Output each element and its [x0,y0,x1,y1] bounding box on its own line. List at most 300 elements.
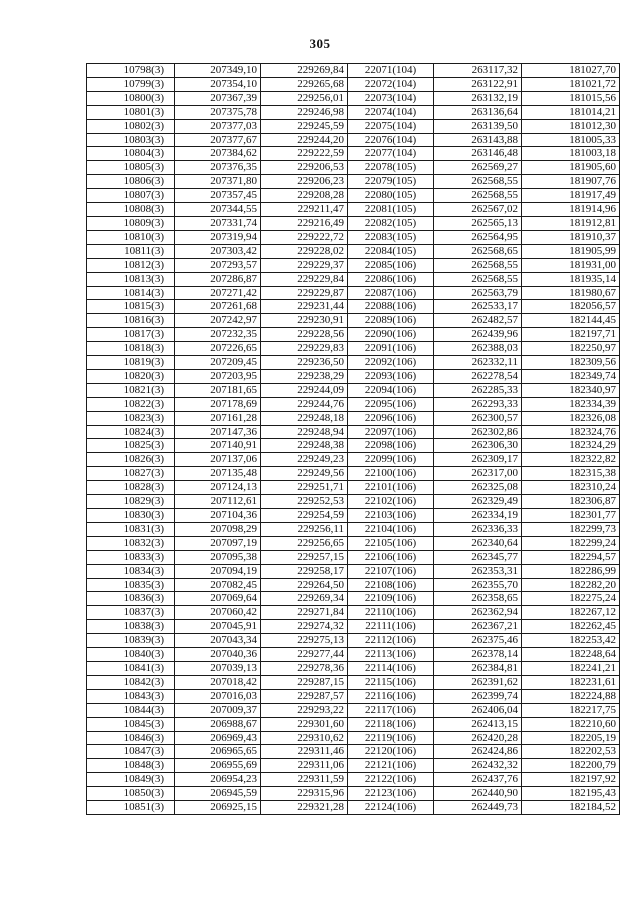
cell-point-id: 10833(3) [87,550,175,564]
cell-x-coordinate-b: 262336,33 [434,522,522,536]
cell-x-coordinate-b: 262563,79 [434,286,522,300]
cell-point-id: 10846(3) [87,731,175,745]
cell-point-id: 10829(3) [87,495,175,509]
cell-y-coordinate-b: 182200,79 [522,759,620,773]
cell-point-id-b: 22116(106) [348,689,434,703]
cell-point-id-b: 22090(106) [348,328,434,342]
cell-x-coordinate-a: 206988,67 [175,717,261,731]
cell-point-id: 10819(3) [87,356,175,370]
table-row [87,286,620,300]
table-row [87,453,620,467]
cell-y-coordinate-a: 229236,50 [261,356,348,370]
table-row [87,536,620,550]
cell-point-id-b: 22081(105) [348,203,434,217]
cell-x-coordinate-a: 207043,34 [175,634,261,648]
cell-x-coordinate-a: 207095,38 [175,550,261,564]
cell-x-coordinate-a: 207094,19 [175,564,261,578]
cell-y-coordinate-b: 182299,24 [522,536,620,550]
cell-y-coordinate-b: 181021,72 [522,77,620,91]
cell-y-coordinate-b: 181905,60 [522,161,620,175]
cell-y-coordinate-a: 229208,28 [261,189,348,203]
cell-x-coordinate-a: 207137,06 [175,453,261,467]
cell-y-coordinate-a: 229310,62 [261,731,348,745]
cell-x-coordinate-b: 262367,21 [434,620,522,634]
table-row [87,314,620,328]
cell-y-coordinate-b: 182197,92 [522,773,620,787]
cell-x-coordinate-a: 207226,65 [175,342,261,356]
table-row [87,578,620,592]
table-row [87,592,620,606]
cell-point-id: 10799(3) [87,77,175,91]
cell-point-id-b: 22115(106) [348,675,434,689]
table-row [87,272,620,286]
cell-y-coordinate-b: 182349,74 [522,369,620,383]
cell-y-coordinate-a: 229248,38 [261,439,348,453]
cell-y-coordinate-b: 182315,38 [522,467,620,481]
cell-x-coordinate-a: 207140,91 [175,439,261,453]
cell-x-coordinate-b: 263136,64 [434,105,522,119]
cell-x-coordinate-b: 262568,55 [434,175,522,189]
cell-y-coordinate-a: 229265,68 [261,77,348,91]
cell-x-coordinate-a: 207232,35 [175,328,261,342]
cell-point-id-b: 22117(106) [348,703,434,717]
table-row [87,634,620,648]
cell-x-coordinate-b: 262358,65 [434,592,522,606]
cell-y-coordinate-a: 229229,83 [261,342,348,356]
cell-y-coordinate-b: 182275,24 [522,592,620,606]
cell-y-coordinate-b: 182231,61 [522,675,620,689]
cell-x-coordinate-a: 207349,10 [175,64,261,78]
cell-y-coordinate-a: 229249,23 [261,453,348,467]
cell-x-coordinate-b: 263146,48 [434,147,522,161]
cell-point-id-b: 22107(106) [348,564,434,578]
table-row [87,773,620,787]
cell-y-coordinate-b: 182324,29 [522,439,620,453]
cell-point-id-b: 22080(105) [348,189,434,203]
table-row [87,509,620,523]
cell-y-coordinate-a: 229311,06 [261,759,348,773]
cell-y-coordinate-b: 181015,56 [522,91,620,105]
cell-point-id-b: 22104(106) [348,522,434,536]
cell-y-coordinate-a: 229249,56 [261,467,348,481]
cell-point-id-b: 22101(106) [348,481,434,495]
cell-point-id-b: 22088(106) [348,300,434,314]
cell-y-coordinate-a: 229301,60 [261,717,348,731]
table-row [87,216,620,230]
cell-point-id-b: 22102(106) [348,495,434,509]
cell-point-id: 10834(3) [87,564,175,578]
table-row [87,369,620,383]
table-row [87,661,620,675]
cell-point-id-b: 22099(106) [348,453,434,467]
table-row [87,675,620,689]
cell-point-id-b: 22114(106) [348,661,434,675]
cell-point-id: 10800(3) [87,91,175,105]
cell-point-id-b: 22079(105) [348,175,434,189]
cell-point-id: 10841(3) [87,661,175,675]
cell-point-id-b: 22096(106) [348,411,434,425]
cell-x-coordinate-a: 207367,39 [175,91,261,105]
cell-point-id-b: 22086(106) [348,272,434,286]
cell-x-coordinate-a: 207319,94 [175,230,261,244]
table-row [87,522,620,536]
cell-y-coordinate-a: 229277,44 [261,648,348,662]
cell-x-coordinate-b: 262482,57 [434,314,522,328]
cell-y-coordinate-b: 182286,99 [522,564,620,578]
cell-y-coordinate-a: 229248,18 [261,411,348,425]
table-row [87,425,620,439]
cell-point-id-b: 22084(105) [348,244,434,258]
cell-point-id-b: 22120(106) [348,745,434,759]
cell-point-id: 10849(3) [87,773,175,787]
cell-point-id-b: 22085(106) [348,258,434,272]
cell-x-coordinate-a: 207261,68 [175,300,261,314]
cell-point-id: 10798(3) [87,64,175,78]
cell-x-coordinate-a: 207147,36 [175,425,261,439]
cell-x-coordinate-a: 207377,67 [175,133,261,147]
cell-point-id-b: 22075(104) [348,119,434,133]
cell-point-id-b: 22083(105) [348,230,434,244]
cell-x-coordinate-a: 207039,13 [175,661,261,675]
cell-y-coordinate-b: 181014,21 [522,105,620,119]
cell-x-coordinate-a: 207161,28 [175,411,261,425]
cell-x-coordinate-b: 262329,49 [434,495,522,509]
cell-y-coordinate-a: 229311,46 [261,745,348,759]
cell-x-coordinate-b: 262569,27 [434,161,522,175]
cell-y-coordinate-b: 182262,45 [522,620,620,634]
cell-y-coordinate-b: 181914,96 [522,203,620,217]
table-row [87,717,620,731]
cell-y-coordinate-a: 229230,91 [261,314,348,328]
cell-point-id-b: 22076(104) [348,133,434,147]
cell-point-id: 10845(3) [87,717,175,731]
cell-y-coordinate-b: 182241,21 [522,661,620,675]
cell-x-coordinate-a: 207271,42 [175,286,261,300]
cell-point-id-b: 22111(106) [348,620,434,634]
cell-y-coordinate-a: 229293,22 [261,703,348,717]
cell-y-coordinate-b: 182253,42 [522,634,620,648]
cell-y-coordinate-b: 181905,99 [522,244,620,258]
cell-x-coordinate-b: 262325,08 [434,481,522,495]
cell-y-coordinate-b: 182306,87 [522,495,620,509]
cell-point-id: 10844(3) [87,703,175,717]
cell-y-coordinate-a: 229222,59 [261,147,348,161]
cell-point-id-b: 22094(106) [348,383,434,397]
cell-y-coordinate-a: 229275,13 [261,634,348,648]
cell-point-id-b: 22077(104) [348,147,434,161]
cell-x-coordinate-a: 206955,69 [175,759,261,773]
cell-y-coordinate-a: 229228,56 [261,328,348,342]
table-row [87,731,620,745]
cell-x-coordinate-b: 262302,86 [434,425,522,439]
cell-x-coordinate-b: 262300,57 [434,411,522,425]
cell-point-id: 10826(3) [87,453,175,467]
cell-x-coordinate-b: 262378,14 [434,648,522,662]
cell-x-coordinate-b: 262353,31 [434,564,522,578]
cell-y-coordinate-b: 182334,39 [522,397,620,411]
cell-point-id-b: 22122(106) [348,773,434,787]
table-row [87,64,620,78]
table-row [87,230,620,244]
cell-x-coordinate-b: 262424,86 [434,745,522,759]
cell-x-coordinate-a: 207018,42 [175,675,261,689]
cell-point-id-b: 22097(106) [348,425,434,439]
cell-x-coordinate-b: 262278,54 [434,369,522,383]
cell-point-id: 10816(3) [87,314,175,328]
cell-point-id-b: 22082(105) [348,216,434,230]
cell-x-coordinate-b: 263117,32 [434,64,522,78]
cell-y-coordinate-b: 182250,97 [522,342,620,356]
cell-x-coordinate-a: 207045,91 [175,620,261,634]
cell-point-id: 10804(3) [87,147,175,161]
cell-y-coordinate-a: 229269,34 [261,592,348,606]
table-row [87,481,620,495]
cell-x-coordinate-b: 262568,55 [434,189,522,203]
cell-x-coordinate-a: 207203,95 [175,369,261,383]
cell-x-coordinate-b: 262388,03 [434,342,522,356]
table-row [87,411,620,425]
cell-point-id-b: 22105(106) [348,536,434,550]
cell-point-id-b: 22074(104) [348,105,434,119]
cell-y-coordinate-a: 229222,72 [261,230,348,244]
cell-x-coordinate-a: 207384,62 [175,147,261,161]
cell-point-id: 10801(3) [87,105,175,119]
table-row [87,119,620,133]
cell-y-coordinate-a: 229228,02 [261,244,348,258]
table-row [87,648,620,662]
cell-x-coordinate-b: 262340,64 [434,536,522,550]
cell-x-coordinate-a: 207112,61 [175,495,261,509]
cell-x-coordinate-b: 262449,73 [434,801,522,815]
cell-point-id: 10812(3) [87,258,175,272]
cell-y-coordinate-a: 229256,11 [261,522,348,536]
cell-y-coordinate-b: 182309,56 [522,356,620,370]
cell-point-id: 10805(3) [87,161,175,175]
cell-y-coordinate-b: 182324,76 [522,425,620,439]
cell-y-coordinate-b: 182282,20 [522,578,620,592]
cell-x-coordinate-a: 207303,42 [175,244,261,258]
cell-y-coordinate-b: 182056,57 [522,300,620,314]
cell-y-coordinate-a: 229238,29 [261,369,348,383]
cell-y-coordinate-b: 182205,19 [522,731,620,745]
cell-point-id-b: 22093(106) [348,369,434,383]
cell-point-id: 10821(3) [87,383,175,397]
table-row [87,342,620,356]
cell-y-coordinate-b: 182340,97 [522,383,620,397]
cell-point-id: 10837(3) [87,606,175,620]
table-row [87,787,620,801]
cell-point-id-b: 22092(106) [348,356,434,370]
cell-x-coordinate-b: 262567,02 [434,203,522,217]
cell-point-id-b: 22100(106) [348,467,434,481]
cell-point-id: 10830(3) [87,509,175,523]
cell-y-coordinate-b: 182195,43 [522,787,620,801]
cell-x-coordinate-a: 207286,87 [175,272,261,286]
cell-y-coordinate-b: 182202,53 [522,745,620,759]
cell-point-id-b: 22118(106) [348,717,434,731]
cell-point-id-b: 22110(106) [348,606,434,620]
cell-x-coordinate-b: 262437,76 [434,773,522,787]
cell-x-coordinate-a: 206925,15 [175,801,261,815]
cell-point-id: 10809(3) [87,216,175,230]
cell-x-coordinate-a: 207181,65 [175,383,261,397]
cell-x-coordinate-b: 262564,95 [434,230,522,244]
cell-point-id-b: 22113(106) [348,648,434,662]
cell-point-id: 10838(3) [87,620,175,634]
cell-x-coordinate-b: 262285,33 [434,383,522,397]
cell-point-id: 10832(3) [87,536,175,550]
cell-point-id: 10847(3) [87,745,175,759]
cell-y-coordinate-b: 182301,77 [522,509,620,523]
table-row [87,91,620,105]
cell-y-coordinate-b: 182267,12 [522,606,620,620]
cell-point-id: 10817(3) [87,328,175,342]
cell-x-coordinate-b: 262568,55 [434,258,522,272]
cell-x-coordinate-b: 262384,81 [434,661,522,675]
cell-x-coordinate-a: 207331,74 [175,216,261,230]
cell-point-id: 10835(3) [87,578,175,592]
table-row [87,801,620,815]
cell-point-id-b: 22108(106) [348,578,434,592]
cell-point-id: 10806(3) [87,175,175,189]
cell-y-coordinate-b: 182248,64 [522,648,620,662]
cell-y-coordinate-b: 181935,14 [522,272,620,286]
cell-x-coordinate-a: 207040,36 [175,648,261,662]
cell-y-coordinate-a: 229264,50 [261,578,348,592]
cell-y-coordinate-a: 229254,59 [261,509,348,523]
cell-y-coordinate-a: 229258,17 [261,564,348,578]
cell-x-coordinate-b: 262565,13 [434,216,522,230]
table-row [87,620,620,634]
table-row [87,161,620,175]
cell-point-id: 10827(3) [87,467,175,481]
cell-point-id-b: 22103(106) [348,509,434,523]
cell-point-id-b: 22124(106) [348,801,434,815]
cell-point-id-b: 22091(106) [348,342,434,356]
cell-y-coordinate-a: 229278,36 [261,661,348,675]
cell-x-coordinate-b: 262317,00 [434,467,522,481]
cell-y-coordinate-b: 181012,30 [522,119,620,133]
cell-point-id-b: 22078(105) [348,161,434,175]
cell-x-coordinate-a: 207135,48 [175,467,261,481]
cell-point-id-b: 22109(106) [348,592,434,606]
cell-y-coordinate-b: 182217,75 [522,703,620,717]
cell-y-coordinate-b: 182210,60 [522,717,620,731]
cell-y-coordinate-a: 229206,23 [261,175,348,189]
cell-x-coordinate-b: 262413,15 [434,717,522,731]
cell-y-coordinate-a: 229206,53 [261,161,348,175]
table-row [87,703,620,717]
cell-point-id: 10822(3) [87,397,175,411]
table-row [87,564,620,578]
table-row [87,77,620,91]
cell-y-coordinate-b: 182326,08 [522,411,620,425]
table-row [87,147,620,161]
cell-y-coordinate-a: 229246,98 [261,105,348,119]
cell-x-coordinate-a: 207293,57 [175,258,261,272]
cell-point-id: 10840(3) [87,648,175,662]
cell-x-coordinate-b: 262362,94 [434,606,522,620]
cell-x-coordinate-a: 207344,55 [175,203,261,217]
cell-x-coordinate-a: 207209,45 [175,356,261,370]
cell-x-coordinate-b: 262439,96 [434,328,522,342]
cell-x-coordinate-b: 262432,32 [434,759,522,773]
cell-point-id: 10810(3) [87,230,175,244]
cell-point-id-b: 22089(106) [348,314,434,328]
cell-point-id-b: 22119(106) [348,731,434,745]
cell-point-id-b: 22072(104) [348,77,434,91]
cell-y-coordinate-a: 229287,57 [261,689,348,703]
cell-y-coordinate-b: 182294,57 [522,550,620,564]
cell-y-coordinate-b: 181980,67 [522,286,620,300]
cell-y-coordinate-a: 229229,87 [261,286,348,300]
cell-y-coordinate-b: 181005,33 [522,133,620,147]
cell-point-id-b: 22123(106) [348,787,434,801]
cell-point-id: 10836(3) [87,592,175,606]
cell-x-coordinate-b: 263143,88 [434,133,522,147]
cell-y-coordinate-a: 229321,28 [261,801,348,815]
cell-point-id-b: 22106(106) [348,550,434,564]
table-row [87,356,620,370]
coordinates-table-body [87,64,620,815]
table-row [87,328,620,342]
cell-y-coordinate-a: 229248,94 [261,425,348,439]
table-row [87,244,620,258]
cell-y-coordinate-a: 229229,37 [261,258,348,272]
cell-x-coordinate-b: 262568,55 [434,272,522,286]
cell-x-coordinate-b: 262399,74 [434,689,522,703]
cell-x-coordinate-b: 263139,50 [434,119,522,133]
cell-y-coordinate-a: 229245,59 [261,119,348,133]
cell-x-coordinate-a: 207104,36 [175,509,261,523]
cell-y-coordinate-a: 229229,84 [261,272,348,286]
cell-point-id: 10828(3) [87,481,175,495]
cell-point-id: 10808(3) [87,203,175,217]
cell-y-coordinate-b: 181910,37 [522,230,620,244]
cell-point-id: 10823(3) [87,411,175,425]
cell-y-coordinate-b: 182144,45 [522,314,620,328]
cell-y-coordinate-a: 229252,53 [261,495,348,509]
cell-x-coordinate-a: 207376,35 [175,161,261,175]
cell-x-coordinate-b: 263132,19 [434,91,522,105]
cell-y-coordinate-a: 229231,44 [261,300,348,314]
cell-x-coordinate-b: 262406,04 [434,703,522,717]
cell-point-id: 10831(3) [87,522,175,536]
cell-y-coordinate-a: 229269,84 [261,64,348,78]
cell-y-coordinate-b: 181027,70 [522,64,620,78]
cell-x-coordinate-a: 207357,45 [175,189,261,203]
cell-x-coordinate-b: 262391,62 [434,675,522,689]
cell-y-coordinate-a: 229244,20 [261,133,348,147]
cell-x-coordinate-b: 262533,17 [434,300,522,314]
cell-point-id-b: 22071(104) [348,64,434,78]
cell-x-coordinate-b: 262334,19 [434,509,522,523]
cell-x-coordinate-b: 262420,28 [434,731,522,745]
cell-x-coordinate-b: 262568,65 [434,244,522,258]
cell-point-id: 10814(3) [87,286,175,300]
cell-x-coordinate-a: 207016,03 [175,689,261,703]
cell-x-coordinate-a: 206945,59 [175,787,261,801]
cell-point-id: 10842(3) [87,675,175,689]
table-row [87,397,620,411]
cell-point-id: 10850(3) [87,787,175,801]
cell-y-coordinate-a: 229216,49 [261,216,348,230]
cell-x-coordinate-b: 262293,33 [434,397,522,411]
cell-point-id: 10851(3) [87,801,175,815]
cell-y-coordinate-a: 229311,59 [261,773,348,787]
cell-point-id-b: 22121(106) [348,759,434,773]
cell-point-id-b: 22087(106) [348,286,434,300]
